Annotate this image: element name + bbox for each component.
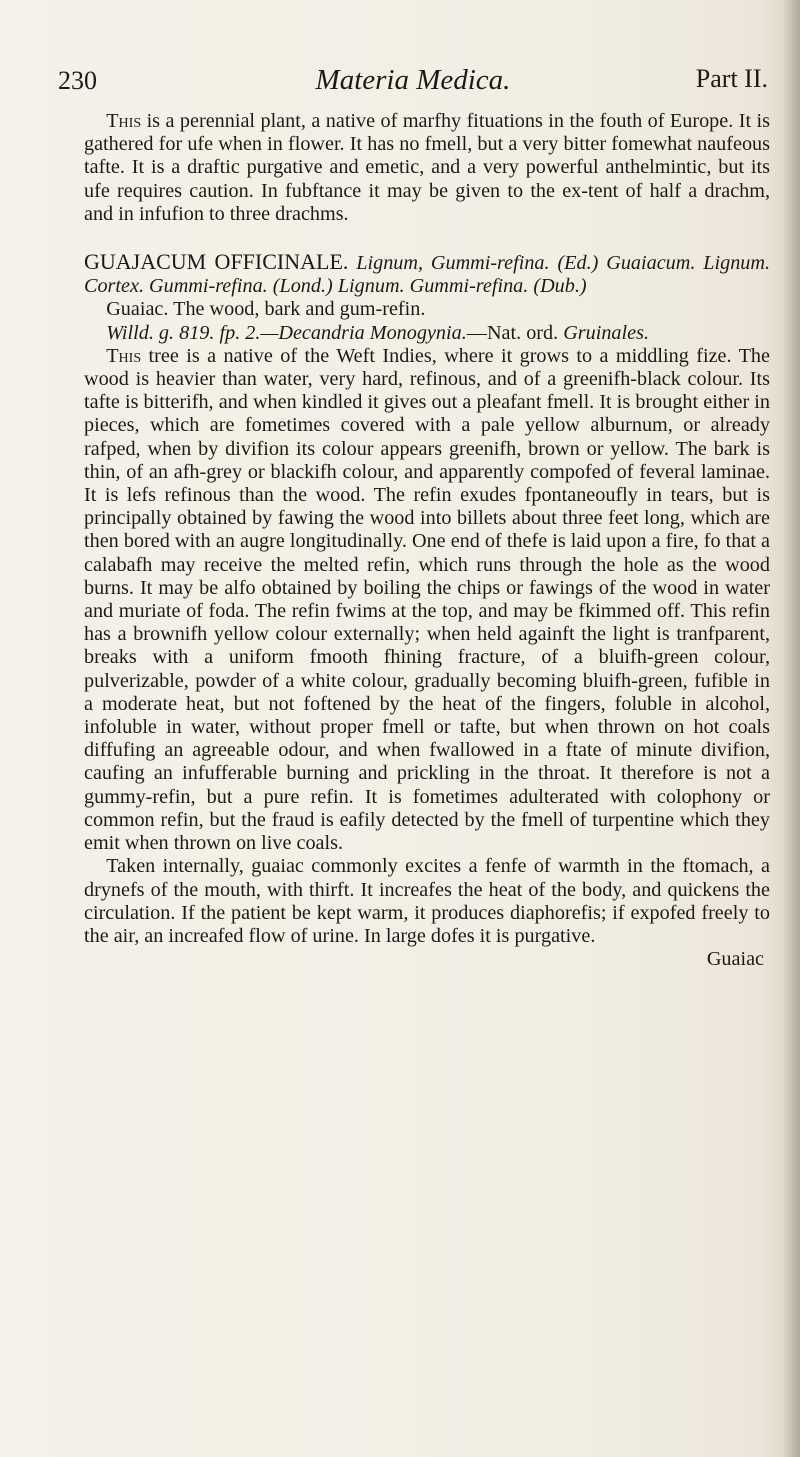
description-text: tree is a native of the Weft Indies, where it grows to a middling fize. The wood is heavier than water, very hard, refinous, and of a greenifh-black colour. Its tafte is bitterifh, and when kindled it gives out a pleafant fmell. It is brought either in pieces, which are fometimes covered with a pale yellow alburnum, or already rafped, when by divifion its colour appears greenifh, brown or yellow. The bark is thin, of an afh-grey or blackifh colour, and apparently compofed of feveral laminae. It is lefs refinous than the wood. The refin exudes fpontaneoufly in tears, but is principally obtained by fawing the wood into billets about three feet long, which are then bored with an augre longitudinally. One end of thefe is laid upon a fire, fo that a calabafh may receive the melted refin, which runs through the hole as the wood burns. It may be alfo obtained by boiling the chips or fawings of the wood in water and muriate of foda. The refin fwims at the top, and may be fkimmed off. This refin has a brownifh yellow colour externally; when held againft the light is tranfparent, breaks with a uniform fmooth fhining fracture, of a bluifh-green colour, pulverizable, powder of a white colour, gradually becoming bluifh-green, fufible in a moderate heat, but not foftened by the heat of the fingers, foluble in alcohol, infoluble in water, without proper fmell or tafte, but when thrown on hot coals diffufing an agreeable odour, and when fwallowed in a ftate of minute divifion, caufing an infufferable burning and prickling in the throat. It therefore is not a gummy-refin, but a pure refin. It is fometimes adulterated with colophony or common refin, but the fraud is eafily detected by the fmell of turpentine which they emit when thrown on live coals. (84, 344, 770, 855)
dub-ref: (Dub.) (533, 275, 587, 298)
dub-name-1: Lignum. (337, 275, 405, 298)
page-edge-shadow (782, 0, 800, 1457)
body-text (84, 110, 770, 971)
dub-name-2: Gummi-refina. (409, 275, 529, 298)
entry-heading: GUAJACUM OFFICINALE. (84, 249, 349, 275)
effects-paragraph: Taken internally, guaiac commonly excites a fenfe of warmth in the ftomach, a drynefs of the mouth, with thirft. It increafes the heat of the body, and quickens the circulation. If the patient be kept warm, it produces diaphorefis; if expofed freely to the air, an increafed flow of urine. In large dofes it is purgative. (84, 855, 770, 947)
intro-paragraph (84, 110, 770, 226)
lond-names: Guaiacum. Lignum. Cortex. Gummi-refina. (84, 252, 771, 298)
page-number: 230 (58, 66, 97, 95)
entry-heading-block (84, 250, 770, 298)
description-first-word: This (106, 344, 142, 367)
natural-order: —Nat. ord. (466, 321, 559, 344)
ed-ref: (Ed.) (557, 252, 599, 275)
intro-text: is a perennial plant, a native of marfhy fituations in the fouth of Europe. It is gathered for ufe when in flower. It has no fmell, but a very bitter fomewhat naufeous tafte. It is a draftic purgative and emetic, and a very powerful anthelmintic, but its ufe requires caution. In fubftance it may be given to the ex-tent of half a drachm, and in infufion to three drachms. (84, 110, 770, 225)
running-title: Materia Medica. (315, 64, 511, 96)
lond-ref: (Lond.) (272, 275, 333, 298)
willdenow-ref: Willd. g. 819. fp. 2.—Decandria Monogynia. (106, 321, 467, 344)
catchword: Guaiac (706, 948, 764, 971)
ed-names: Lignum, Gummi-refina. (356, 252, 550, 275)
classification-line (84, 322, 770, 345)
description-paragraph (84, 345, 770, 855)
intro-first-word: This (106, 110, 142, 132)
running-header (58, 58, 768, 102)
part-label: Part II. (695, 64, 768, 93)
english-name: Guaiac. The wood, bark and gum-refin. (106, 298, 426, 321)
order-gruinales: Gruinales. (563, 321, 649, 344)
